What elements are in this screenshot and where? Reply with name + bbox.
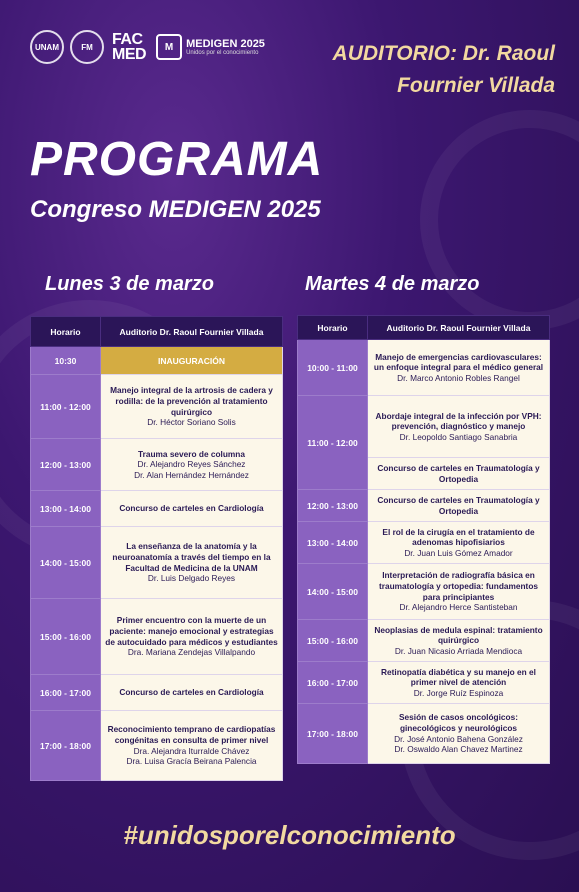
- speaker-name: Dr. Juan Nicasio Arriada Mendioca: [394, 645, 523, 656]
- speaker-name: Dr. José Antonio Bahena González: [394, 733, 523, 744]
- schedule-row: [31, 599, 283, 675]
- medigen-logo-tagline: Unidos por el conocimiento: [186, 50, 259, 56]
- unam-seal-logo: UNAM: [30, 30, 64, 64]
- speaker-name: Dr. Alan Hernández Hernández: [134, 469, 249, 480]
- time-slot: 13:00 - 14:00: [298, 522, 368, 564]
- time-slot: 17:00 - 18:00: [298, 704, 368, 764]
- session-title: Manejo integral de la artrosis de cadera y rodilla: de la prevención al tratamiento quirúrgico: [110, 385, 273, 417]
- speaker-name: Dr. Luis Delgado Reyes: [147, 573, 236, 584]
- schedule-row: [298, 704, 550, 764]
- session-title: Primer encuentro con la muerte de un paciente: manejo emocional y estrategias de autocuidado para médicos y estudiantes: [105, 615, 278, 647]
- facmed-seal-logo: FM: [70, 30, 104, 64]
- time-slot: 12:00 - 13:00: [298, 490, 368, 522]
- schedule-row: [298, 490, 550, 522]
- session-title: Reconocimiento temprano de cardiopatías congénitas en consulta de primer nivel: [107, 724, 276, 745]
- monday-schedule-table: [30, 316, 283, 781]
- background-watermark: [420, 110, 579, 330]
- auditorium-heading: AUDITORIO: Dr. Raoul Fournier Villada: [332, 42, 555, 97]
- session-cell: [368, 396, 550, 458]
- tuesday-schedule-table: [297, 315, 550, 764]
- facmed-logo-line2: MED: [112, 46, 147, 63]
- schedule-row: [31, 347, 283, 375]
- time-slot: 11:00 - 12:00: [298, 396, 368, 490]
- speaker-name: Dra. Luisa Gracía Beirana Palencia: [126, 756, 257, 767]
- column-header-time: Horario: [298, 316, 368, 340]
- session-cell: [368, 620, 550, 662]
- session-cell: [101, 527, 283, 599]
- session-cell: [101, 347, 283, 375]
- hashtag-footer: #unidosporelconocimiento: [123, 820, 456, 850]
- schedule-row: [31, 439, 283, 491]
- facmed-logo-line1: FAC: [112, 31, 143, 48]
- medigen-logo: [156, 34, 265, 60]
- monday-day-title: Lunes 3 de marzo: [45, 273, 214, 295]
- session-title: Retinopatía diabética y su manejo en el primer nivel de atención: [381, 666, 536, 688]
- schedule-row: [298, 620, 550, 662]
- session-title: Concurso de carteles en Cardiología: [119, 687, 264, 698]
- session-title: INAUGURACIÓN: [157, 355, 226, 366]
- speaker-name: Dr. Marco Antonio Robles Rangel: [397, 372, 520, 383]
- session-cell: [101, 491, 283, 527]
- speaker-name: Dra. Alejandra Iturralde Chávez: [133, 745, 250, 756]
- session-cell: [101, 675, 283, 711]
- session-title: La enseñanza de la anatomía y la neuroanatomía a través del tiempo en la Facultad de Medicina de la UNAM: [112, 541, 271, 573]
- session-cell: [368, 458, 550, 490]
- session-cell: [368, 340, 550, 396]
- session-title: Concurso de carteles en Traumatología y Ortopedia: [377, 462, 540, 484]
- schedule-row: [298, 396, 550, 458]
- speaker-name: Dra. Mariana Zendejas Villalpando: [127, 647, 256, 658]
- column-header-auditorium: Auditorio Dr. Raoul Fournier Villada: [368, 316, 550, 340]
- session-cell: [368, 564, 550, 620]
- facmed-logo: [112, 32, 146, 62]
- speaker-name: Dr. Jorge Ruíz Espinoza: [413, 687, 504, 698]
- schedule-row: [298, 340, 550, 396]
- time-slot: 16:00 - 17:00: [298, 662, 368, 704]
- column-header-time: Horario: [31, 317, 101, 347]
- column-header-auditorium: Auditorio Dr. Raoul Fournier Villada: [101, 317, 283, 347]
- session-cell: [101, 375, 283, 439]
- time-slot: 11:00 - 12:00: [31, 375, 101, 439]
- schedule-row: [31, 491, 283, 527]
- time-slot: 15:00 - 16:00: [298, 620, 368, 662]
- session-title: Abordaje integral de la infección por VPH: prevención, diagnóstico y manejo: [375, 410, 542, 432]
- session-cell: [101, 599, 283, 675]
- speaker-name: Dr. Oswaldo Alan Chavez Martinez: [394, 744, 523, 755]
- session-title: Concurso de carteles en Traumatología y Ortopedia: [377, 494, 540, 516]
- time-slot: 16:00 - 17:00: [31, 675, 101, 711]
- speaker-name: Dr. Leopoldo Santiago Sanabria: [399, 431, 518, 442]
- schedule-row: [298, 564, 550, 620]
- time-slot: 17:00 - 18:00: [31, 711, 101, 781]
- session-cell: [101, 439, 283, 491]
- speaker-name: Dr. Juan Luis Gómez Amador: [404, 547, 513, 558]
- page-title: PROGRAMA: [30, 133, 324, 186]
- session-title: Sesión de casos oncológicos: ginecológicos y neurológicos: [399, 712, 518, 733]
- medigen-mark-icon: M: [156, 34, 182, 60]
- session-title: Neoplasias de medula espinal: tratamiento quirúrgico: [374, 624, 543, 646]
- schedule-row: [298, 662, 550, 704]
- session-title: Interpretación de radiografía básica en traumatología y ortopedia: fundamentos para principiantes: [378, 570, 539, 602]
- session-title: El rol de la cirugía en el tratamiento de adenomas hipofisiarios: [382, 526, 535, 548]
- time-slot: 10:30: [31, 347, 101, 375]
- time-slot: 15:00 - 16:00: [31, 599, 101, 675]
- session-cell: [101, 711, 283, 781]
- time-slot: 12:00 - 13:00: [31, 439, 101, 491]
- session-title: Trauma severo de columna: [138, 448, 245, 459]
- logo-bar: [30, 30, 265, 64]
- speaker-name: Dr. Alejandro Herce Santisteban: [399, 602, 518, 613]
- schedule-row: [31, 711, 283, 781]
- schedule-row: [31, 675, 283, 711]
- page-subtitle: Congreso MEDIGEN 2025: [30, 196, 321, 223]
- session-cell: [368, 522, 550, 564]
- session-cell: [368, 704, 550, 764]
- medigen-logo-title: MEDIGEN 2025: [186, 38, 265, 50]
- speaker-name: Dr. Héctor Soriano Solis: [147, 417, 236, 428]
- session-title: Concurso de carteles en Cardiología: [119, 503, 264, 514]
- speaker-name: Dr. Alejandro Reyes Sánchez: [137, 459, 246, 470]
- session-cell: [368, 490, 550, 522]
- session-cell: [368, 662, 550, 704]
- time-slot: 13:00 - 14:00: [31, 491, 101, 527]
- schedule-row: [298, 522, 550, 564]
- time-slot: 14:00 - 15:00: [31, 527, 101, 599]
- schedule-row: [31, 375, 283, 439]
- schedule-row: [31, 527, 283, 599]
- time-slot: 10:00 - 11:00: [298, 340, 368, 396]
- tuesday-day-title: Martes 4 de marzo: [305, 273, 480, 295]
- time-slot: 14:00 - 15:00: [298, 564, 368, 620]
- session-title: Manejo de emergencias cardiovasculares: un enfoque integral para el médico general: [373, 351, 544, 373]
